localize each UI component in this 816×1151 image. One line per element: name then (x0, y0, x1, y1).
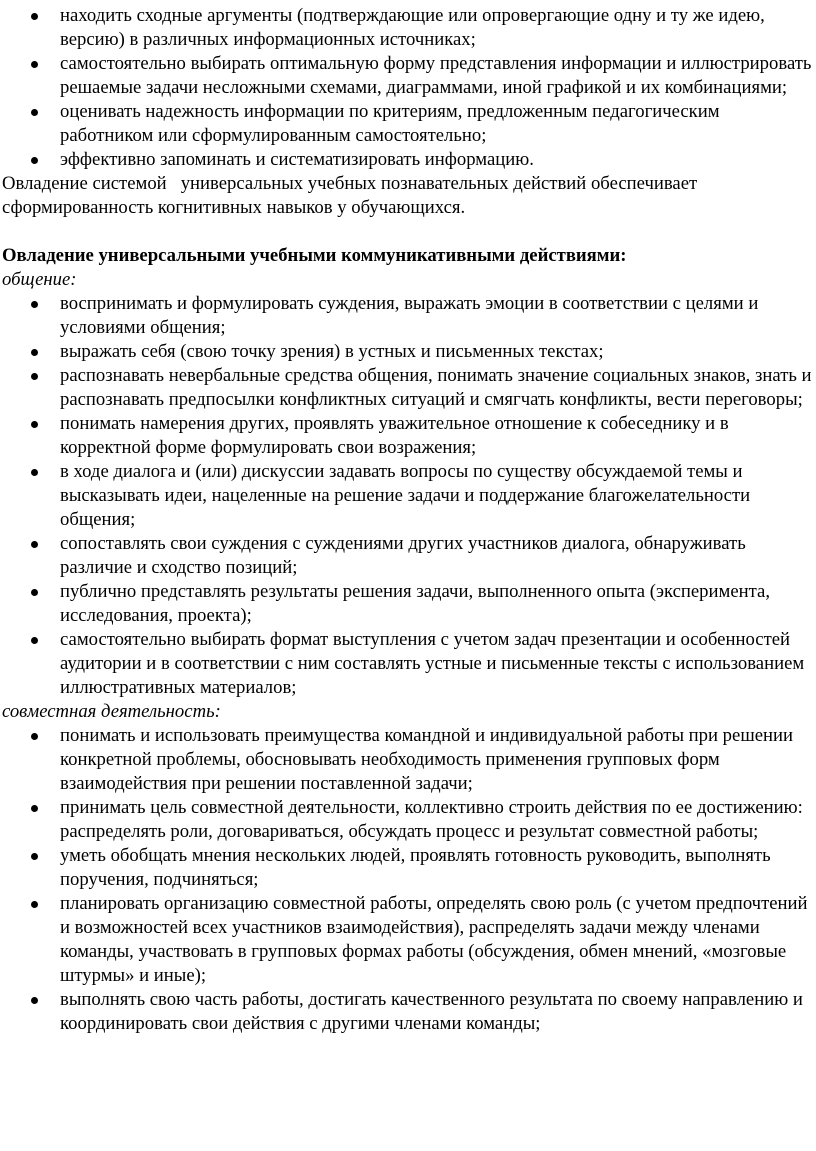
list-item: выражать себя (свою точку зрения) в устных и письменных текстах; (60, 340, 814, 364)
collaboration-bullet-list (2, 724, 814, 1036)
list-item: находить сходные аргументы (подтверждающие или опровергающие одну и ту же идею, версию) в различных информационных источниках; (60, 4, 814, 52)
list-item: принимать цель совместной деятельности, коллективно строить действия по ее достижению: распределять роли, договариваться, обсуждать процесс и результат совместной работы; (60, 796, 814, 844)
list-item: оценивать надежность информации по критериям, предложенным педагогическим работником или сформулированным самостоятельно; (60, 100, 814, 148)
list-item: самостоятельно выбирать оптимальную форму представления информации и иллюстрировать решаемые задачи несложными схемами, диаграммами, иной графикой и их комбинациями; (60, 52, 814, 100)
top-bullet-list (2, 4, 814, 172)
document-page (0, 4, 816, 1036)
list-item: понимать намерения других, проявлять уважительное отношение к собеседнику и в корректной форме формулировать свои возражения; (60, 412, 814, 460)
list-item: уметь обобщать мнения нескольких людей, проявлять готовность руководить, выполнять поручения, подчиняться; (60, 844, 814, 892)
list-item: в ходе диалога и (или) дискуссии задавать вопросы по существу обсуждаемой темы и высказывать идеи, нацеленные на решение задачи и поддержание благожелательности общения; (60, 460, 814, 532)
communication-bullet-list (2, 292, 814, 700)
section-heading: Овладение универсальными учебными коммуникативными действиями: (2, 245, 627, 266)
blank-line (2, 220, 814, 244)
list-item: самостоятельно выбирать формат выступления с учетом задач презентации и особенностей аудитории и в соответствии с ним составлять устные и письменные тексты с использованием иллюстративных материалов; (60, 628, 814, 700)
list-item: планировать организацию совместной работы, определять свою роль (с учетом предпочтений и возможностей всех участников взаимодействия), распределять задачи между членами команды, участвовать в групповых формах работы (обсуждения, обмен мнений, «мозговые штурмы» и иные); (60, 892, 814, 988)
list-item: публично представлять результаты решения задачи, выполненного опыта (эксперимента, исследования, проекта); (60, 580, 814, 628)
list-item: понимать и использовать преимущества командной и индивидуальной работы при решении конкретной проблемы, обосновывать необходимость применения групповых форм взаимодействия при решении поставленной задачи; (60, 724, 814, 796)
list-item: воспринимать и формулировать суждения, выражать эмоции в соответствии с целями и условиями общения; (60, 292, 814, 340)
list-item: эффективно запоминать и систематизировать информацию. (60, 148, 814, 172)
subsection-title-collaboration: совместная деятельность: (2, 701, 221, 722)
summary-paragraph: Овладение системой универсальных учебных познавательных действий обеспечивает сформированность когнитивных навыков у обучающихся. (2, 173, 702, 218)
list-item: распознавать невербальные средства общения, понимать значение социальных знаков, знать и распознавать предпосылки конфликтных ситуаций и смягчать конфликты, вести переговоры; (60, 364, 814, 412)
list-item: сопоставлять свои суждения с суждениями других участников диалога, обнаруживать различие и сходство позиций; (60, 532, 814, 580)
list-item: выполнять свою часть работы, достигать качественного результата по своему направлению и координировать свои действия с другими членами команды; (60, 988, 814, 1036)
subsection-title-communication: общение: (2, 269, 77, 290)
